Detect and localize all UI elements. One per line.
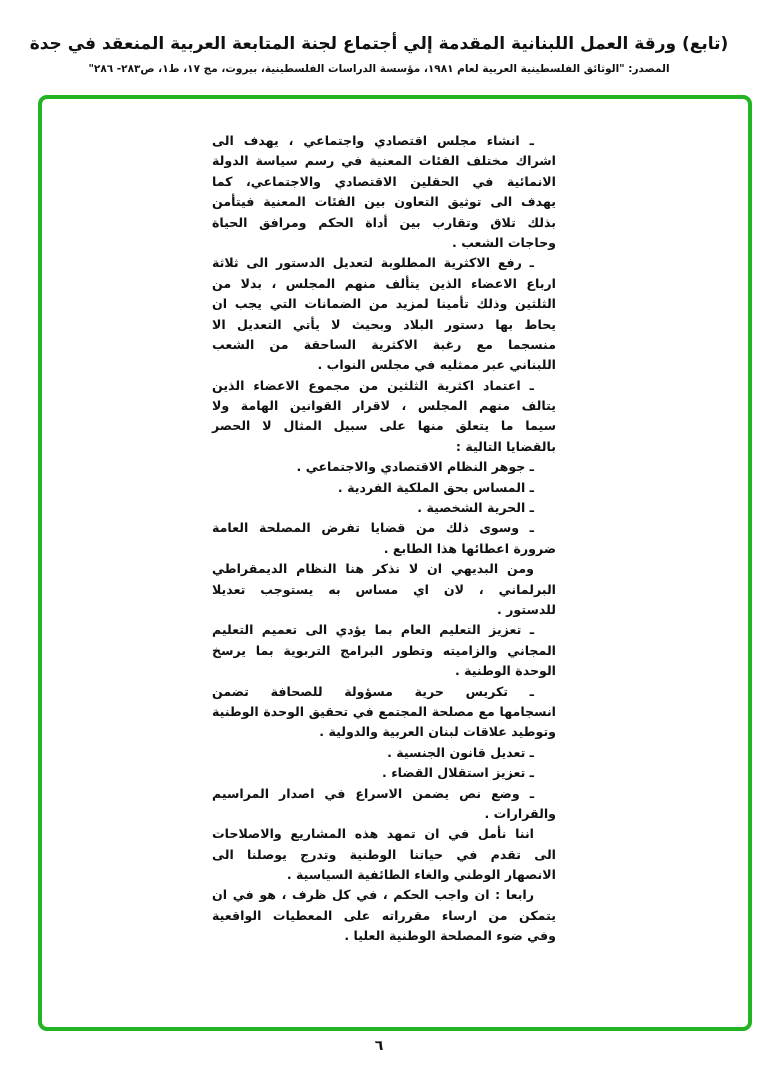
text-line: البرلماني ، لان اي مساس به يستوجب تعديلا <box>212 581 556 597</box>
text-line: الانمائية في الحقلين الاقتصادي والاجتماعي، كما <box>212 173 556 189</box>
text-line: رابعا : ان واجب الحكم ، في كل ظرف ، هو في ان <box>212 887 534 903</box>
text-line: ـ وضع نص يضمن الاسراع في اصدار المراسيم <box>212 785 534 801</box>
text-line: بالقضايا التالية : <box>455 438 556 454</box>
text-line: ـ انشاء مجلس اقتصادي واجتماعي ، يهدف الى <box>212 133 534 148</box>
paragraph <box>212 253 556 375</box>
paragraph <box>212 376 556 458</box>
paragraph <box>212 559 556 620</box>
text-line: ـ تعزيز التعليم العام بما يؤدي الى تعميم التعليم <box>212 622 534 638</box>
paragraph <box>212 824 556 885</box>
text-line: ـ وسوى ذلك من قضايا تفرض المصلحة العامة <box>212 520 534 536</box>
text-line: والقرارات . <box>484 805 556 821</box>
text-line: وحاجات الشعب . <box>452 234 556 250</box>
paragraph <box>212 457 556 477</box>
text-line: ـ المساس بحق الملكية الفردية . <box>337 479 534 495</box>
text-line: وفي ضوء المصلحة الوطنية العليا . <box>344 928 556 944</box>
text-line: الانصهار الوطني والغاء الطائفية السياسية . <box>286 867 556 883</box>
paragraph <box>212 498 556 518</box>
text-line: ـ جوهر النظام الاقتصادي والاجتماعي . <box>296 459 534 475</box>
document-title: (تابع) ورقة العمل اللبنانية المقدمة إلي أجتماع لجنة المتابعة العربية المنعقد في جدة <box>29 34 729 54</box>
paragraph <box>212 620 556 681</box>
text-line: ومن البديهي ان لا نذكر هنا النظام الديمقراطي <box>212 561 534 577</box>
text-line: انسجامها مع مصلحة المجتمع في تحقيق الوحدة الوطنية <box>212 703 556 719</box>
text-line: يتمكن من ارساء مقرراته على المعطيات الواقعية <box>212 907 556 923</box>
paragraph <box>212 682 556 743</box>
paragraph <box>212 763 556 783</box>
text-line: بذلك تلاق وتقارب بين أداة الحكم ومرافق الحياة <box>212 214 556 230</box>
text-line: ـ تعزيز استقلال القضاء . <box>382 765 534 781</box>
text-line: ضرورة اعطائها هذا الطابع . <box>383 540 556 556</box>
text-line: ـ رفع الاكثرية المطلوبة لتعديل الدستور الى ثلاثة <box>212 255 534 271</box>
paragraph <box>212 885 556 946</box>
paragraph <box>212 743 556 763</box>
text-line: يهدف الى توثيق التعاون بين الفئات المعنية فيتأمن <box>212 194 556 210</box>
text-line: اننا نأمل في ان تمهد هذه المشاريع والاصلاحات <box>212 826 534 842</box>
text-line: المجاني والزاميته وتطور البرامج التربوية بما يرسخ <box>212 642 556 658</box>
text-line: للدستور . <box>497 601 556 617</box>
text-line: ـ تكريس حرية مسؤولة للصحافة تضمن <box>212 683 534 699</box>
text-line: سيما ما يتعلق منها على سبيل المثال لا الحصر <box>212 418 556 434</box>
text-line: اللبناني عبر ممثليه في مجلس النواب . <box>317 357 556 373</box>
text-line: ـ تعديل قانون الجنسية . <box>387 744 534 760</box>
text-line: الوحدة الوطنية . <box>454 663 556 679</box>
paragraph <box>212 784 556 825</box>
document-body <box>212 131 556 947</box>
text-line: يحاط بها دستور البلاد وبحيث لا يأتي التعديل الا <box>212 316 556 332</box>
text-line: الى تقدم في حياتنا الوطنية وتدرج يوصلنا الى <box>212 846 556 862</box>
paragraph <box>212 518 556 559</box>
text-line: اشراك مختلف الفئات المعنية في رسم سياسة الدولة <box>212 153 556 169</box>
page-number: ٦ <box>374 1038 384 1054</box>
text-line: ـ اعتماد اكثرية الثلثين من مجموع الاعضاء الذين <box>212 377 534 393</box>
paragraph <box>212 478 556 498</box>
text-line: ارباع الاعضاء الذين يتألف منهم المجلس ، بدلا من <box>212 275 556 291</box>
source-citation: المصدر: "الوثائق الفلسطينية العربية لعام ١٩٨١، مؤسسة الدراسات الفلسطينية، بيروت، مج ١٧، ط١، ص٢٨٣- ٢٨٦" <box>88 63 670 75</box>
paragraph <box>212 131 556 253</box>
text-line: ـ الحرية الشخصية . <box>417 500 534 516</box>
text-line: الثلثين وذلك تأمينا لمزيد من الضمانات التي يجب ان <box>212 296 556 312</box>
text-line: وتوطيد علاقات لبنان العربية والدولية . <box>319 724 556 740</box>
text-line: منسجما مع رغبة الاكثرية الساحقة من الشعب <box>212 336 556 352</box>
text-line: يتالف منهم المجلس ، لاقرار القوانين الهامة ولا <box>212 398 556 414</box>
